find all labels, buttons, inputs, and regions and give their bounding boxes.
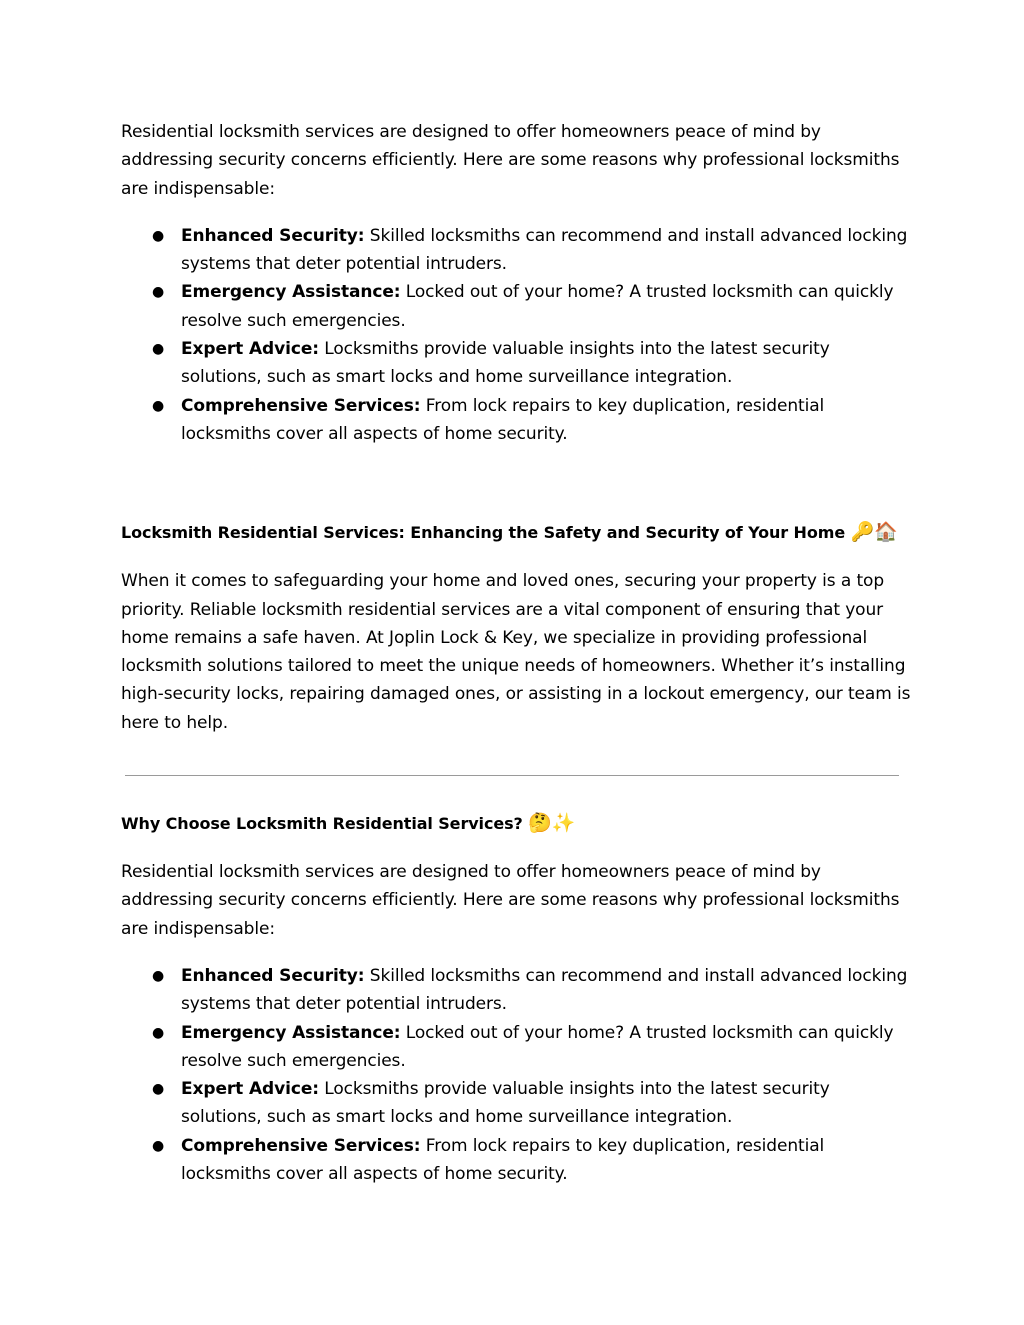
list-item-title: Emergency Assistance:	[181, 1022, 401, 1043]
bullet-icon: ●	[152, 341, 165, 358]
section2-paragraph: Residential locksmith services are designed to offer homeowners peace of mind by addressing security concerns efficiently. Here are some reasons why professional locksmiths are indispensable:	[121, 862, 900, 939]
section-heading-why-choose	[121, 809, 911, 838]
bullet-icon: ●	[152, 227, 165, 244]
list-item	[152, 962, 911, 1019]
list-item-text: From lock repairs to key duplication, residential locksmiths cover all aspects of home security.	[181, 1135, 825, 1185]
section-heading-enhancing-safety	[121, 518, 911, 547]
list-item	[152, 392, 911, 449]
list-item	[152, 278, 911, 335]
list-item-text: Locksmiths provide valuable insights into the latest security solutions, such as smart locks and home surveillance integration.	[181, 1079, 830, 1128]
list-item-title: Comprehensive Services:	[181, 395, 421, 416]
section2-bullet-list	[121, 962, 911, 1188]
list-item-title: Enhanced Security:	[181, 965, 365, 986]
list-item-text: Skilled locksmiths can recommend and install advanced locking systems that deter potential intruders.	[181, 225, 908, 275]
key-house-emoji-icon: 🔑🏠	[850, 521, 898, 544]
list-item	[152, 222, 911, 279]
bullet-icon: ●	[152, 397, 165, 414]
list-item-text: From lock repairs to key duplication, residential locksmiths cover all aspects of home security.	[181, 395, 825, 444]
bullet-icon: ●	[152, 1081, 165, 1098]
list-item-title: Enhanced Security:	[181, 225, 365, 246]
intro-paragraph: Residential locksmith services are designed to offer homeowners peace of mind by addressing security concerns efficiently. Here are some reasons why professional locksmiths are indispensable:	[121, 122, 900, 199]
heading-text: Locksmith Residential Services: Enhancing the Safety and Security of Your Home	[121, 523, 846, 543]
bullet-icon: ●	[152, 1024, 165, 1041]
section1-paragraph: When it comes to safeguarding your home and loved ones, securing your property is a top priority. Reliable locksmith residential services are a vital component of ensuring that your home remains a safe haven. At Joplin Lock & Key, we specialize in providing professional locksmith solutions tailored to meet the unique needs of homeowners. Whether it’s installing high-security locks, repairing damaged ones, or assisting in a lockout emergency, our team is here to help.	[121, 571, 911, 733]
bullet-icon: ●	[152, 1137, 165, 1154]
list-item-title: Emergency Assistance:	[181, 282, 401, 303]
list-item	[152, 1019, 911, 1076]
list-item-title: Expert Advice:	[181, 1079, 319, 1100]
list-item-text: Locksmiths provide valuable insights into the latest security solutions, such as smart locks and home surveillance integration.	[181, 339, 830, 388]
list-item-title: Expert Advice:	[181, 339, 319, 360]
list-item-text: Skilled locksmiths can recommend and install advanced locking systems that deter potential intruders.	[181, 965, 908, 1015]
horizontal-divider	[125, 775, 899, 776]
bullet-icon: ●	[152, 284, 165, 301]
list-item	[152, 1075, 911, 1132]
list-item-text: Locked out of your home? A trusted locksmith can quickly resolve such emergencies.	[181, 1022, 894, 1071]
heading-text: Why Choose Locksmith Residential Services?	[121, 814, 523, 834]
intro-bullet-list	[121, 222, 911, 448]
document-page	[121, 118, 911, 1188]
thinking-sparkles-emoji-icon: 🤔✨	[528, 812, 576, 835]
list-item	[152, 335, 911, 392]
list-item-text: Locked out of your home? A trusted locksmith can quickly resolve such emergencies.	[181, 282, 894, 331]
list-item-title: Comprehensive Services:	[181, 1135, 421, 1156]
bullet-icon: ●	[152, 967, 165, 984]
list-item	[152, 1132, 911, 1189]
